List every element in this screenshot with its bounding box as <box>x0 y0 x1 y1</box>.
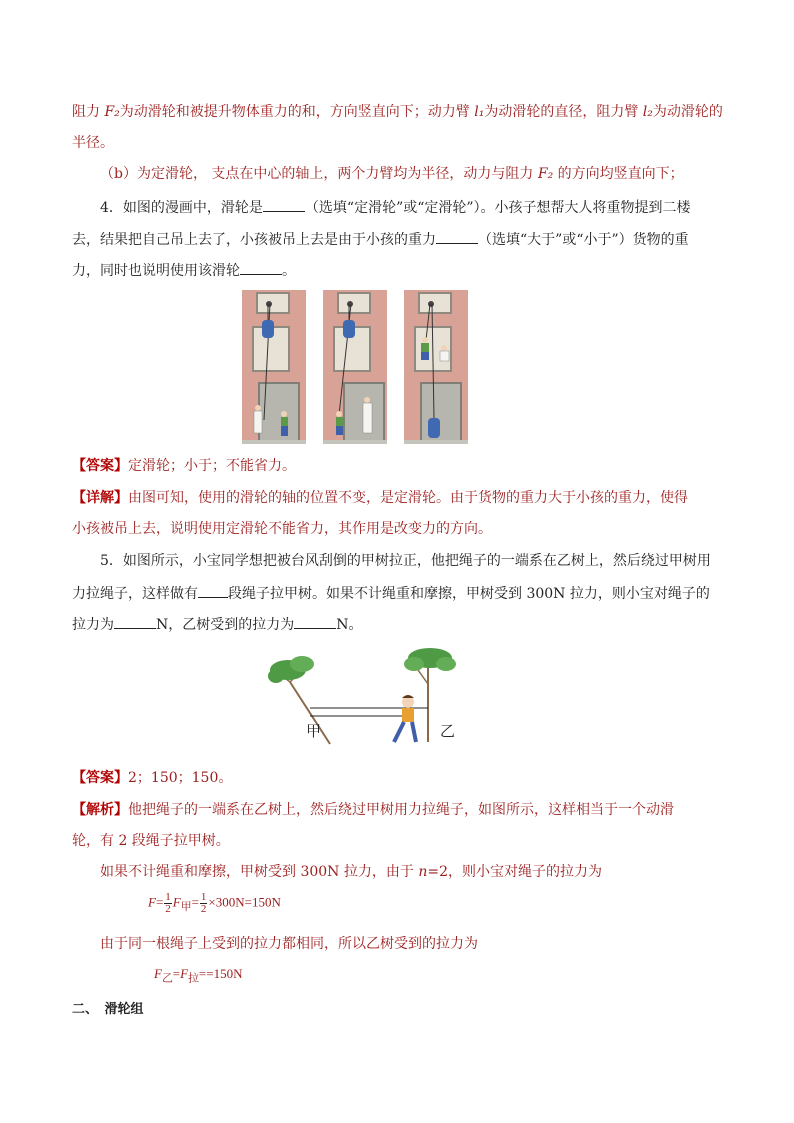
formula-var: F <box>172 894 181 910</box>
tree-label-yi: 乙 <box>440 722 456 740</box>
q5-analysis-line1 <box>72 800 732 820</box>
q4-line3 <box>72 260 732 281</box>
para-fixed-pulley <box>100 164 760 184</box>
q4-detail-line1 <box>72 488 732 508</box>
text: （选填“定滑轮”或“定滑轮”）。小孩子想帮大人将重物提到二楼 <box>304 200 691 216</box>
formula-var: F <box>180 966 189 981</box>
text: 。 <box>282 263 296 279</box>
analysis-tag: 【解析】 <box>72 802 128 818</box>
comic-drawing-3 <box>404 290 468 444</box>
var-F2: F₂ <box>537 166 554 182</box>
answer-blank-2[interactable] <box>436 229 478 244</box>
formula-tree-yi-force <box>154 966 242 986</box>
formula-eq: = <box>172 966 181 981</box>
q4-answer <box>72 456 732 476</box>
text: 拉力为 <box>72 617 114 633</box>
text: 阻力 <box>72 104 105 120</box>
var-l1: l₁ <box>474 104 485 120</box>
text: 力，同时也说明使用该滑轮 <box>72 263 240 279</box>
para-fixed-movable-pulley-line1 <box>72 102 732 122</box>
formula-eq: = <box>191 894 199 910</box>
text: N。 <box>336 617 363 633</box>
text: （b）为定滑轮， 支点在中心的轴上，两个力臂均为半径，动力与阻力 <box>100 166 538 182</box>
answer-blank-3[interactable] <box>240 260 282 275</box>
analysis-text: 他把绳子的一端系在乙树上，然后绕过甲树用力拉绳子，如图所示，这样相当于一个动滑 <box>128 802 674 818</box>
formula-sub: 甲 <box>180 901 192 914</box>
answer-blank-4[interactable] <box>198 583 228 598</box>
comic-panel-3 <box>404 290 468 444</box>
q4-line2 <box>72 229 732 250</box>
formula-eq: = <box>155 894 164 910</box>
text: 为动滑轮和被提升物体重力的和，方向竖直向下；动力臂 <box>119 104 475 120</box>
text: 如果不计绳重和摩擦，甲树受到 300N 拉力，由于 <box>100 864 419 880</box>
formula-sub: 乙 <box>161 972 173 985</box>
answer-tag: 【答案】 <box>72 770 128 786</box>
text: 段绳子拉甲树。如果不计绳重和摩擦，甲树受到 300N 拉力，则小宝对绳子的 <box>228 586 710 602</box>
formula-rest: ×300N=150N <box>208 894 281 910</box>
comic-drawing-1 <box>242 290 306 444</box>
frac-den: 2 <box>200 903 207 915</box>
q5-analysis-line2: 轮，有 2 段绳子拉甲树。 <box>72 833 230 849</box>
text: （选填“大于”或“小于”）货物的重 <box>478 232 689 248</box>
var-F2: F₂ <box>104 104 120 120</box>
answer-blank-5[interactable] <box>114 614 156 629</box>
section-heading: 二、 滑轮组 <box>72 1002 144 1017</box>
q5-answer <box>72 768 732 788</box>
frac-num: 1 <box>165 891 171 903</box>
var-n: n <box>418 864 428 880</box>
text: N，乙树受到的拉力为 <box>156 617 295 633</box>
q5-line1: 5．如图所示，小宝同学想把被台风刮倒的甲树拉正，他把绳子的一端系在乙树上，然后绕过甲树用 <box>100 553 711 569</box>
fraction-half <box>164 892 172 915</box>
q5-same-rope-line: 由于同一根绳子上受到的拉力都相同，所以乙树受到的拉力为 <box>100 936 478 952</box>
q4-detail-line2: 小孩被吊上去，说明使用定滑轮不能省力，其作用是改变力的方向。 <box>72 521 492 537</box>
frac-num: 1 <box>200 891 207 903</box>
answer-text: 定滑轮；小于；不能省力。 <box>128 458 296 474</box>
formula-var: F <box>148 894 156 910</box>
formula-rest: ==150N <box>198 966 243 981</box>
detail-tag: 【详解】 <box>72 490 128 506</box>
tree-label-jia: 甲 <box>306 722 322 740</box>
frac-den: 2 <box>165 903 171 915</box>
q5-line2 <box>72 583 732 604</box>
text: 为动滑轮的 <box>652 104 723 120</box>
formula-sub: 拉 <box>188 972 199 985</box>
text: =2，则小宝对绳子的拉力为 <box>427 864 602 880</box>
comic-panel-2 <box>323 290 387 444</box>
text: 为动滑轮的直径，阻力臂 <box>484 104 643 120</box>
para-fixed-movable-pulley-line2: 半径。 <box>72 135 114 151</box>
answer-blank-1[interactable] <box>263 197 305 212</box>
answer-tag: 【答案】 <box>72 458 128 474</box>
var-l2: l₂ <box>642 104 653 120</box>
q4-line1 <box>100 197 760 218</box>
q5-calc-line <box>100 862 760 882</box>
comic-panel-1 <box>242 290 306 444</box>
text: 去，结果把自己吊上去了，小孩被吊上去是由于小孩的重力 <box>72 232 436 248</box>
comic-drawing-2 <box>323 290 387 444</box>
answer-text: 2；150；150。 <box>128 770 233 786</box>
formula-pull-force <box>148 892 281 915</box>
text: 力拉绳子，这样做有 <box>72 586 198 602</box>
q5-line3 <box>72 614 732 635</box>
text: 4．如图的漫画中，滑轮是 <box>100 200 263 216</box>
answer-blank-6[interactable] <box>294 614 336 629</box>
text: 的方向均竖直向下； <box>553 166 684 182</box>
formula-var: F <box>154 966 162 981</box>
detail-text: 由图可知，使用的滑轮的轴的位置不变，是定滑轮。由于货物的重力大于小孩的重力，使得 <box>128 490 688 506</box>
fraction-half <box>200 892 208 915</box>
